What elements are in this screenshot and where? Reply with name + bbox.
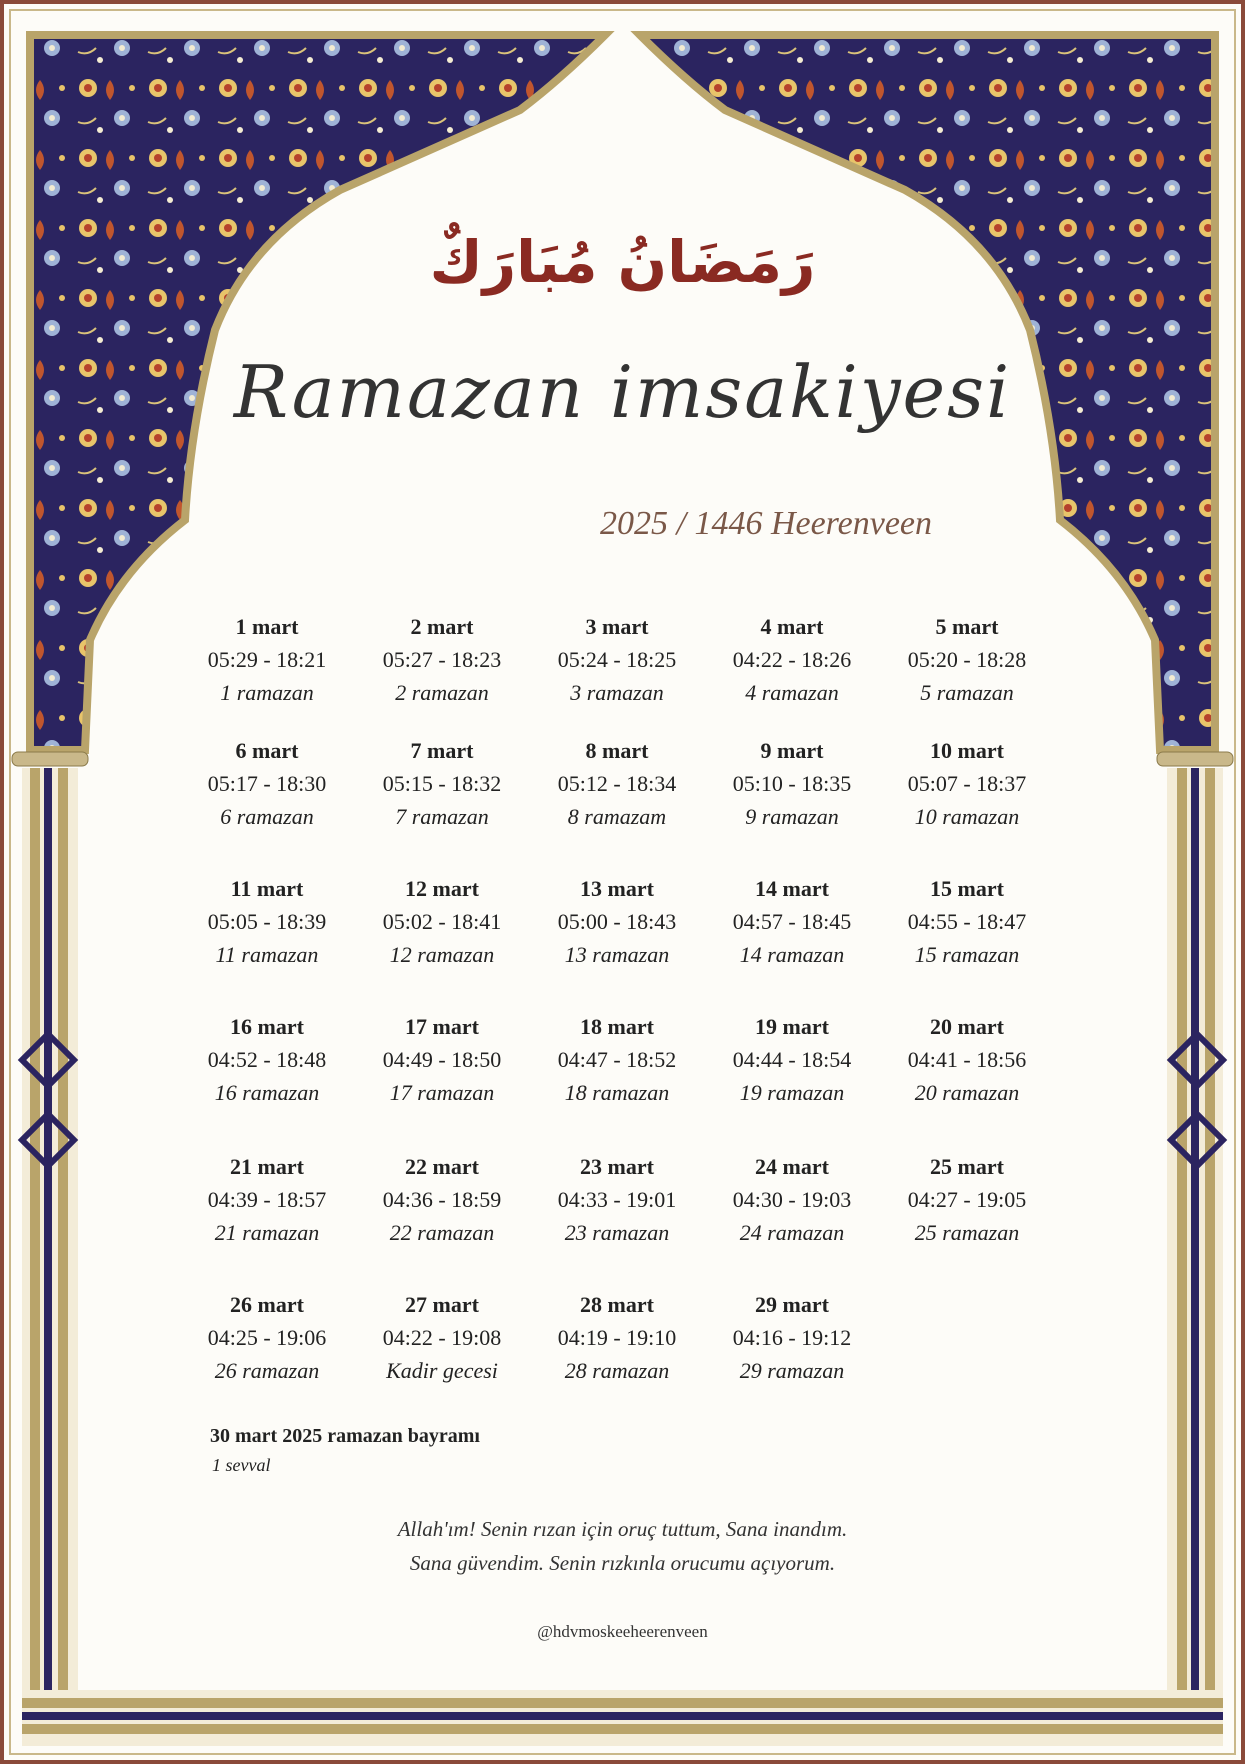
day-times: 04:41 - 18:56: [907, 1047, 1027, 1072]
day-date: 22 mart: [405, 1154, 479, 1179]
day-ramadan: 16 ramazan: [214, 1080, 320, 1105]
day-cell: [532, 1150, 702, 1249]
day-cell: [707, 1010, 877, 1109]
day-times: 05:17 - 18:30: [207, 771, 327, 796]
day-times: 05:24 - 18:25: [557, 647, 677, 672]
day-ramadan: 21 ramazan: [214, 1220, 320, 1245]
day-times: 05:02 - 18:41: [382, 909, 502, 934]
day-ramadan: 10 ramazan: [914, 804, 1020, 829]
day-date: 16 mart: [230, 1014, 304, 1039]
day-ramadan: 26 ramazan: [214, 1358, 320, 1383]
day-cell: [882, 1150, 1052, 1249]
day-cell: [182, 1010, 352, 1109]
prayer-line-1: Allah'ım! Senin rızan için oruç tuttum, Sana inandım.: [397, 1517, 848, 1541]
day-ramadan: 23 ramazan: [564, 1220, 670, 1245]
day-date: 23 mart: [580, 1154, 654, 1179]
day-cell: [357, 1010, 527, 1109]
day-cell: [357, 1150, 527, 1249]
prayer-line-2: Sana güvendim. Senin rızkınla orucumu açıyorum.: [409, 1551, 836, 1575]
day-ramadan: 1 ramazan: [220, 680, 314, 705]
day-ramadan: 9 ramazan: [745, 804, 839, 829]
day-date: 1 mart: [235, 614, 299, 639]
day-cell: [357, 610, 527, 709]
day-cell: [357, 1288, 527, 1387]
day-times: 05:29 - 18:21: [207, 647, 327, 672]
day-date: 13 mart: [580, 876, 654, 901]
day-times: 05:00 - 18:43: [557, 909, 677, 934]
day-date: 19 mart: [755, 1014, 829, 1039]
day-ramadan: 20 ramazan: [914, 1080, 1020, 1105]
day-cell: [532, 1010, 702, 1109]
day-times: 05:12 - 18:34: [557, 771, 677, 796]
day-times: 04:16 - 19:12: [732, 1325, 852, 1350]
day-cell: [882, 872, 1052, 971]
day-date: 9 mart: [760, 738, 824, 763]
day-date: 26 mart: [230, 1292, 304, 1317]
day-ramadan: 4 ramazan: [745, 680, 839, 705]
day-cell: [182, 872, 352, 971]
day-ramadan: 12 ramazan: [389, 942, 495, 967]
day-times: 04:55 - 18:47: [907, 909, 1027, 934]
day-ramadan: 2 ramazan: [395, 680, 489, 705]
day-ramadan: Kadir gecesi: [386, 1358, 498, 1383]
day-date: 4 mart: [760, 614, 824, 639]
day-date: 14 mart: [755, 876, 829, 901]
day-date: 24 mart: [755, 1154, 829, 1179]
day-ramadan: 19 ramazan: [739, 1080, 845, 1105]
day-date: 12 mart: [405, 876, 479, 901]
day-date: 5 mart: [935, 614, 999, 639]
day-times: 04:19 - 19:10: [557, 1325, 677, 1350]
day-ramadan: 5 ramazan: [920, 680, 1014, 705]
day-times: 04:44 - 18:54: [732, 1047, 852, 1072]
day-date: 10 mart: [930, 738, 1004, 763]
year-location: 2025 / 1446 Heerenveen: [600, 505, 933, 542]
day-date: 7 mart: [410, 738, 474, 763]
day-times: 05:10 - 18:35: [732, 771, 852, 796]
day-ramadan: 3 ramazan: [570, 680, 664, 705]
day-cell: [882, 734, 1052, 833]
day-times: 04:22 - 19:08: [382, 1325, 502, 1350]
day-date: 25 mart: [930, 1154, 1004, 1179]
page-title: Ramazan imsakiyesi: [233, 350, 1012, 434]
day-cell: [707, 734, 877, 833]
iftar-prayer: [0, 1512, 1245, 1580]
day-cell: [882, 610, 1052, 709]
day-cell: [182, 1150, 352, 1249]
arabic-greeting: رَمَضَانُ مُبَارَكٌ: [429, 228, 816, 296]
day-cell: [882, 1010, 1052, 1109]
day-times: 04:25 - 19:06: [207, 1325, 327, 1350]
day-cell: [707, 1288, 877, 1387]
day-cell: [532, 734, 702, 833]
day-times: 05:07 - 18:37: [907, 771, 1027, 796]
day-times: 04:49 - 18:50: [382, 1047, 502, 1072]
day-cell: [182, 734, 352, 833]
bayram-date: 30 mart 2025 ramazan bayramı: [210, 1425, 480, 1447]
day-date: 8 mart: [585, 738, 649, 763]
day-times: 05:15 - 18:32: [382, 771, 502, 796]
day-ramadan: 7 ramazan: [395, 804, 489, 829]
day-date: 6 mart: [235, 738, 299, 763]
day-cell: [532, 872, 702, 971]
day-ramadan: 14 ramazan: [739, 942, 845, 967]
day-times: 04:39 - 18:57: [207, 1187, 327, 1212]
day-ramadan: 8 ramazam: [567, 804, 667, 829]
day-date: 2 mart: [410, 614, 474, 639]
day-ramadan: 29 ramazan: [739, 1358, 845, 1383]
day-date: 15 mart: [930, 876, 1004, 901]
day-times: 04:52 - 18:48: [207, 1047, 327, 1072]
day-times: 05:20 - 18:28: [907, 647, 1027, 672]
day-times: 04:47 - 18:52: [557, 1047, 677, 1072]
day-date: 28 mart: [580, 1292, 654, 1317]
day-times: 04:33 - 19:01: [557, 1187, 677, 1212]
day-times: 05:05 - 18:39: [207, 909, 327, 934]
day-cell: [182, 610, 352, 709]
day-ramadan: 15 ramazan: [914, 942, 1020, 967]
social-handle: @hdvmoskeeheerenveen: [537, 1622, 708, 1641]
day-date: 29 mart: [755, 1292, 829, 1317]
day-date: 18 mart: [580, 1014, 654, 1039]
day-date: 20 mart: [930, 1014, 1004, 1039]
day-times: 04:36 - 18:59: [382, 1187, 502, 1212]
day-times: 04:30 - 19:03: [732, 1187, 852, 1212]
day-cell: [532, 1288, 702, 1387]
day-times: 04:27 - 19:05: [907, 1187, 1027, 1212]
day-cell: [182, 1288, 352, 1387]
day-cell: [707, 610, 877, 709]
day-cell: [357, 734, 527, 833]
sevval-label: 1 sevval: [212, 1455, 271, 1475]
day-times: 04:22 - 18:26: [732, 647, 852, 672]
day-cell: [707, 1150, 877, 1249]
day-ramadan: 25 ramazan: [914, 1220, 1020, 1245]
day-date: 17 mart: [405, 1014, 479, 1039]
day-ramadan: 11 ramazan: [215, 942, 319, 967]
day-times: 05:27 - 18:23: [382, 647, 502, 672]
day-ramadan: 13 ramazan: [564, 942, 670, 967]
day-cell: [532, 610, 702, 709]
day-cell: [707, 872, 877, 971]
day-ramadan: 6 ramazan: [220, 804, 314, 829]
day-date: 11 mart: [230, 876, 304, 901]
day-ramadan: 18 ramazan: [564, 1080, 670, 1105]
day-ramadan: 24 ramazan: [739, 1220, 845, 1245]
day-cell: [357, 872, 527, 971]
day-date: 27 mart: [405, 1292, 479, 1317]
day-ramadan: 17 ramazan: [389, 1080, 495, 1105]
day-times: 04:57 - 18:45: [732, 909, 852, 934]
day-date: 21 mart: [230, 1154, 304, 1179]
day-ramadan: 28 ramazan: [564, 1358, 670, 1383]
day-date: 3 mart: [585, 614, 649, 639]
day-ramadan: 22 ramazan: [389, 1220, 495, 1245]
